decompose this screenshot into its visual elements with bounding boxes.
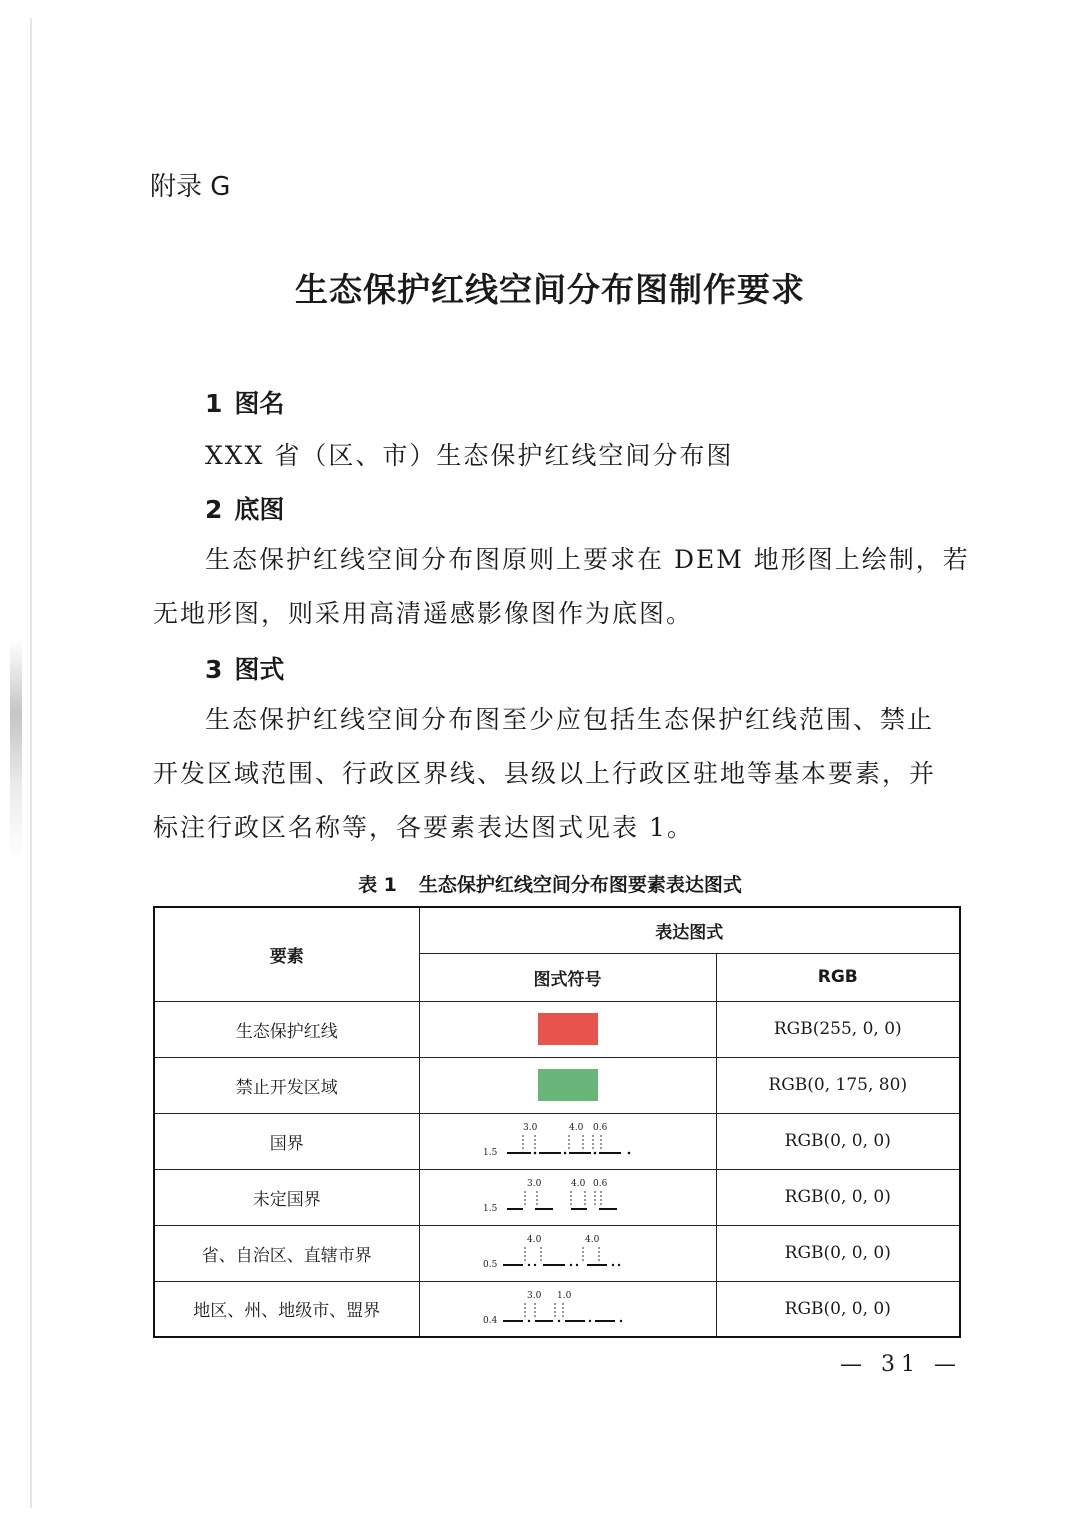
section-2-heading [205,490,284,526]
symbol-cell [419,1281,716,1337]
element-name: 禁止开发区域 [154,1057,419,1113]
ecological-redline-swatch [538,1013,598,1045]
dim-label: 4.0 [570,1179,585,1189]
dim-label: 3.0 [526,1290,541,1301]
scan-mark [10,640,22,860]
table-number: 表 1 [358,874,397,896]
dim-label: 3.0 [522,1123,537,1133]
section-title: 图式 [234,655,285,684]
section-2-line-2: 无地形图，则采用高清遥感影像图作为底图。 [153,599,694,628]
rgb-value: RGB(255, 0, 0) [716,1001,960,1057]
element-name: 生态保护红线 [154,1001,419,1057]
dim-label: 3.0 [526,1179,541,1189]
rgb-value: RGB(0, 0, 0) [716,1113,960,1169]
prefecture-boundary-symbol [483,1287,653,1331]
dim-label: 4.0 [584,1235,599,1245]
section-number: 2 [205,495,223,524]
table-title: 生态保护红线空间分布图要素表达图式 [418,874,742,896]
section-number: 1 [205,389,223,418]
dim-label: 0.4 [482,1315,497,1326]
table-caption [0,870,1080,897]
table-row [154,1169,960,1225]
section-1-line-1: XXX 省（区、市）生态保护红线空间分布图 [205,441,734,470]
page-number: — 31 — [840,1352,962,1377]
header-expression: 表达图式 [419,907,960,953]
dim-label: 4.0 [568,1123,583,1133]
header-rgb: RGB [716,953,960,1001]
table-row [154,1113,960,1169]
section-3-line-3: 标注行政区名称等，各要素表达图式见表 1。 [153,813,694,842]
national-boundary-symbol [483,1119,653,1163]
symbol-cell [419,1169,716,1225]
header-element: 要素 [154,907,419,1001]
element-name: 国界 [154,1113,419,1169]
section-number: 3 [205,655,223,684]
section-3-line-1: 生态保护红线空间分布图至少应包括生态保护红线范围、禁止 [205,705,935,734]
table-row [154,1001,960,1057]
appendix-label: 附录 G [150,172,231,202]
symbol-cell [419,1057,716,1113]
dim-label: 1.0 [556,1290,571,1301]
section-1-heading [205,384,284,420]
dim-label: 1.5 [482,1204,497,1214]
header-symbol: 图式符号 [419,953,716,1001]
rgb-value: RGB(0, 175, 80) [716,1057,960,1113]
legend-table [153,906,961,1338]
dim-label: 4.0 [526,1235,541,1245]
dim-label: 0.5 [482,1260,497,1270]
symbol-cell [419,1225,716,1281]
section-title: 图名 [234,389,285,418]
section-3-line-2: 开发区域范围、行政区界线、县级以上行政区驻地等基本要素，并 [153,759,937,788]
rgb-value: RGB(0, 0, 0) [716,1169,960,1225]
table-row [154,1281,960,1337]
scan-edge [30,18,32,1508]
rgb-value: RGB(0, 0, 0) [716,1225,960,1281]
element-name: 地区、州、地级市、盟界 [154,1281,419,1337]
element-name: 省、自治区、直辖市界 [154,1225,419,1281]
dim-label: 1.5 [482,1148,497,1158]
prohibited-zone-swatch [538,1069,598,1101]
table-row [154,1225,960,1281]
section-3-heading [205,650,284,686]
dim-label: 0.6 [592,1179,607,1189]
symbol-cell [419,1113,716,1169]
rgb-value: RGB(0, 0, 0) [716,1281,960,1337]
undetermined-boundary-symbol [483,1175,653,1219]
table-row [154,1057,960,1113]
symbol-cell [419,1001,716,1057]
document-title: 生态保护红线空间分布图制作要求 [295,270,805,309]
dim-label: 0.6 [592,1123,607,1133]
section-title: 底图 [234,495,285,524]
section-2-line-1: 生态保护红线空间分布图原则上要求在 DEM 地形图上绘制，若 [205,545,970,574]
provincial-boundary-symbol [483,1231,653,1275]
element-name: 未定国界 [154,1169,419,1225]
